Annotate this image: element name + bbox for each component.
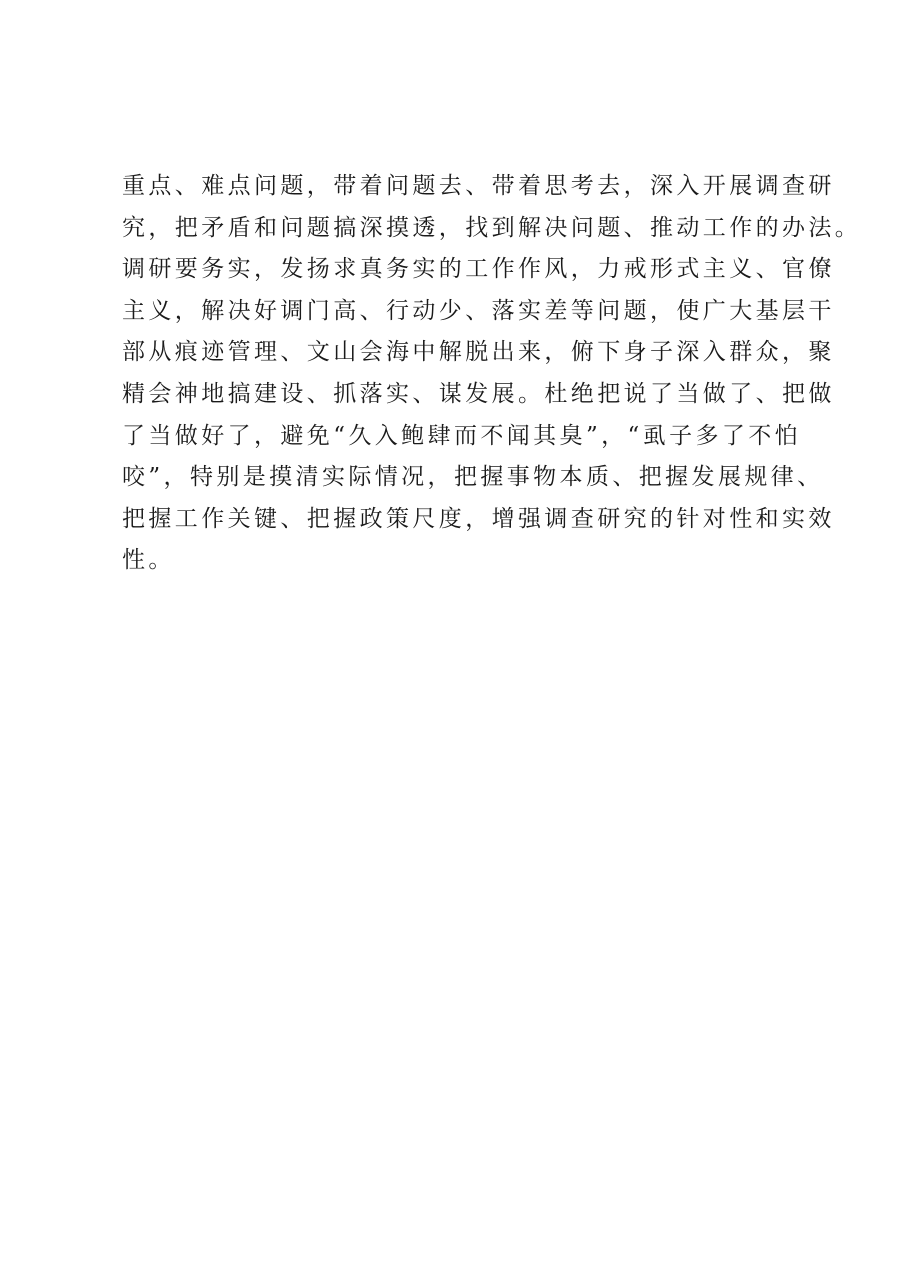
body-paragraph [122, 166, 862, 582]
text-line: 部从痕迹管理、文山会海中解脱出来，俯下身子深入群众，聚 [122, 339, 835, 366]
text-line: 把握工作关键、把握政策尺度，增强调查研究的针对性和实效 [122, 505, 835, 532]
text-line: 性。 [122, 547, 175, 574]
text-line: 了当做好了，避免“久入鲍肆而不闻其臭”，“虱子多了不怕 [122, 422, 802, 449]
text-line: 究，把矛盾和问题搞深摸透，找到解决问题、推动工作的办法。 [122, 214, 862, 241]
text-line: 调研要务实，发扬求真务实的工作作风，力戒形式主义、官僚 [122, 256, 835, 283]
text-line: 重点、难点问题，带着问题去、带着思考去，深入开展调查研 [122, 173, 835, 199]
text-line: 精会神地搞建设、抓落实、谋发展。杜绝把说了当做了、把做 [122, 380, 835, 407]
text-line: 咬”，特别是摸清实际情况，把握事物本质、把握发展规律、 [122, 464, 824, 491]
text-line: 主义，解决好调门高、行动少、落实差等问题，使广大基层干 [122, 297, 835, 324]
